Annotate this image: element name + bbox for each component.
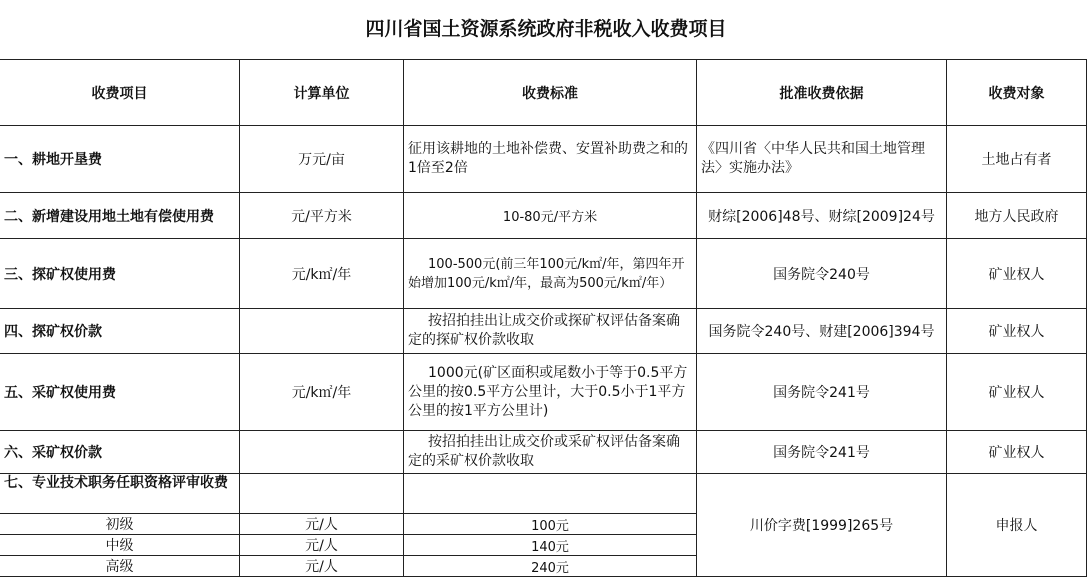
row-basis: 国务院令240号 xyxy=(697,239,947,309)
row-unit: 万元/亩 xyxy=(240,126,404,193)
table-row xyxy=(0,309,1087,354)
header-standard: 收费标准 xyxy=(404,60,697,126)
row-item: 五、采矿权使用费 xyxy=(0,354,240,431)
row-target: 矿业权人 xyxy=(947,354,1087,431)
group-target: 申报人 xyxy=(947,474,1087,577)
row-item: 二、新增建设用地土地有偿使用费 xyxy=(0,193,240,239)
row-standard: 按招拍挂出让成交价或采矿权评估备案确定的采矿权价款收取 xyxy=(404,431,697,474)
header-item: 收费项目 xyxy=(0,60,240,126)
row-unit: 元/k㎡/年 xyxy=(240,239,404,309)
row-standard: 10-80元/平方米 xyxy=(404,193,697,239)
row-basis: 财综[2006]48号、财综[2009]24号 xyxy=(697,193,947,239)
row-standard: 1000元(矿区面积或尾数小于等于0.5平方公里的按0.5平方公里计，大于0.5小于1平方公里的按1平方公里计) xyxy=(404,354,697,431)
row-basis: 国务院令241号 xyxy=(697,431,947,474)
row-basis: 《四川省〈中华人民共和国土地管理法〉实施办法》 xyxy=(697,126,947,193)
header-target: 收费对象 xyxy=(947,60,1087,126)
header-row xyxy=(0,60,1087,126)
row-standard: 按招拍挂出让成交价或探矿权评估备案确定的探矿权价款收取 xyxy=(404,309,697,354)
row-target: 矿业权人 xyxy=(947,431,1087,474)
row-item: 一、耕地开垦费 xyxy=(0,126,240,193)
row-target: 矿业权人 xyxy=(947,239,1087,309)
table-row xyxy=(0,193,1087,239)
sub-fee: 240元 xyxy=(404,556,697,577)
row-unit xyxy=(240,431,404,474)
row-target: 矿业权人 xyxy=(947,309,1087,354)
sub-unit: 元/人 xyxy=(240,514,404,535)
row-target: 地方人民政府 xyxy=(947,193,1087,239)
group-basis: 川价字费[1999]265号 xyxy=(697,474,947,577)
sub-unit: 元/人 xyxy=(240,535,404,556)
table-row xyxy=(0,431,1087,474)
sub-level: 中级 xyxy=(0,535,240,556)
row-unit: 元/平方米 xyxy=(240,193,404,239)
sub-fee: 100元 xyxy=(404,514,697,535)
row-standard: 征用该耕地的土地补偿费、安置补助费之和的1倍至2倍 xyxy=(404,126,697,193)
page-title: 四川省国土资源系统政府非税收入收费项目 xyxy=(365,18,727,40)
sub-level: 高级 xyxy=(0,556,240,577)
row-item: 四、探矿权价款 xyxy=(0,309,240,354)
row-unit: 元/k㎡/年 xyxy=(240,354,404,431)
row-target: 土地占有者 xyxy=(947,126,1087,193)
row-standard: 100-500元(前三年100元/k㎡/年，第四年开始增加100元/k㎡/年，最高为500元/k㎡/年） xyxy=(404,239,697,309)
sub-unit: 元/人 xyxy=(240,556,404,577)
table-row xyxy=(0,239,1087,309)
group-standard xyxy=(404,474,697,514)
row-item: 六、采矿权价款 xyxy=(0,431,240,474)
header-basis: 批准收费依据 xyxy=(697,60,947,126)
row-basis: 国务院令240号、财建[2006]394号 xyxy=(697,309,947,354)
table-row xyxy=(0,126,1087,193)
row-item: 三、探矿权使用费 xyxy=(0,239,240,309)
table-row xyxy=(0,354,1087,431)
group-unit xyxy=(240,474,404,514)
row-unit xyxy=(240,309,404,354)
fee-table xyxy=(0,59,1087,577)
group-row xyxy=(0,474,1087,514)
row-basis: 国务院令241号 xyxy=(697,354,947,431)
group-item: 七、专业技术职务任职资格评审收费 xyxy=(0,474,240,514)
sub-level: 初级 xyxy=(0,514,240,535)
header-unit: 计算单位 xyxy=(240,60,404,126)
sub-fee: 140元 xyxy=(404,535,697,556)
